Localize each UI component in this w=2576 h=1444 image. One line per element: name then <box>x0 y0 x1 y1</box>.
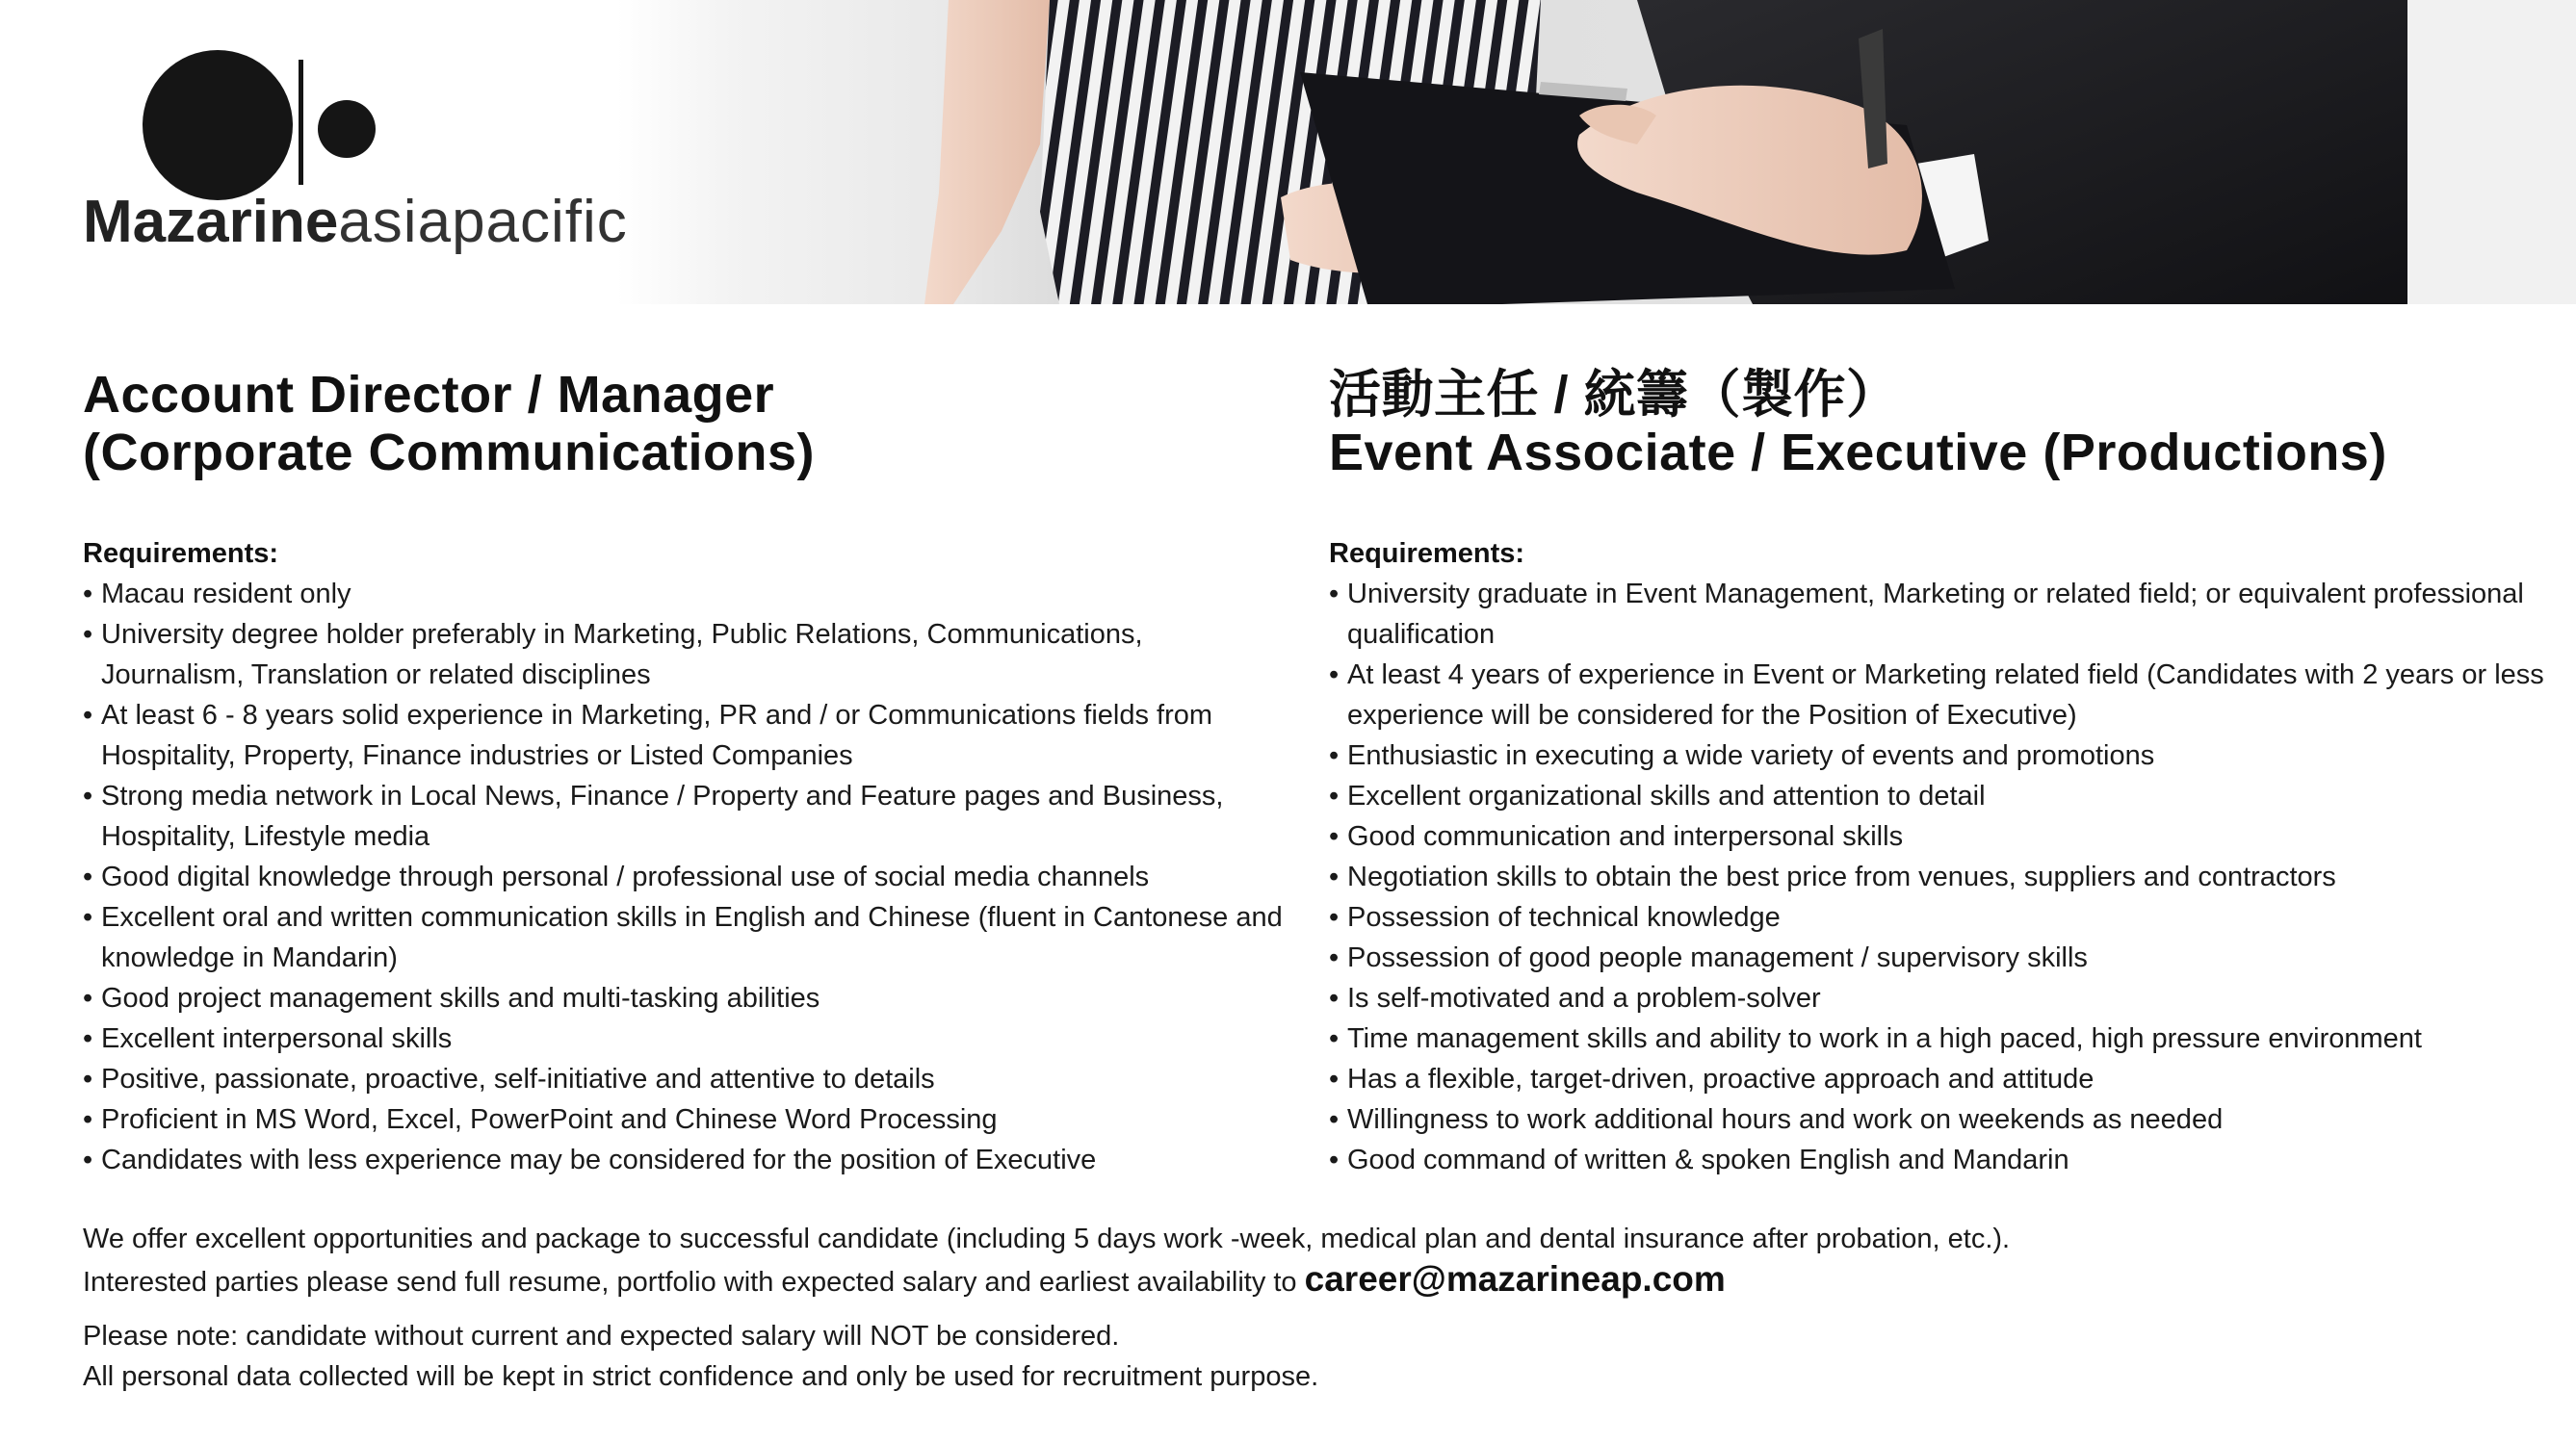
left-job-title-line1: Account Director / Manager <box>83 366 775 424</box>
list-item: • Good project management skills and multi-tasking abilities <box>83 978 1287 1019</box>
left-requirements-list <box>83 574 1287 1180</box>
right-job-posting <box>1329 366 2562 1180</box>
header-banner <box>0 0 2576 304</box>
list-item: • At least 4 years of experience in Event or Marketing related field (Candidates with 2 years or less experience will be considered for the Position of Executive) <box>1329 655 2562 735</box>
footer-info <box>83 1219 2548 1397</box>
list-item: • Good digital knowledge through personal / professional use of social media channels <box>83 857 1287 897</box>
left-requirements-label: Requirements: <box>83 538 279 569</box>
list-item: • Excellent organizational skills and attention to detail <box>1329 776 2562 816</box>
list-item: • Proficient in MS Word, Excel, PowerPoint and Chinese Word Processing <box>83 1099 1287 1140</box>
right-requirements-list <box>1329 574 2562 1180</box>
privacy-note: All personal data collected will be kept in strict confidence and only be used for recruitment purpose. <box>83 1361 1319 1392</box>
logo-mark-icon <box>67 48 453 202</box>
offer-text: We offer excellent opportunities and package to successful candidate (including 5 days work -week, medical plan and dental insurance after probation, etc.). <box>83 1224 2011 1254</box>
spacer <box>83 1302 2548 1316</box>
list-item: • University degree holder preferably in Marketing, Public Relations, Communications, Journalism, Translation or related disciplines <box>83 614 1287 695</box>
list-item: • Is self-motivated and a problem-solver <box>1329 978 2562 1019</box>
right-job-title-line1: 活動主任 / 統籌（製作） <box>1329 366 1899 424</box>
list-item: • Excellent interpersonal skills <box>83 1019 1287 1059</box>
list-item: • Good command of written & spoken English and Mandarin <box>1329 1140 2562 1180</box>
apply-text: Interested parties please send full resume, portfolio with expected salary and earliest availability to <box>83 1267 1297 1298</box>
right-job-title <box>1329 366 2562 481</box>
list-item: • Time management skills and ability to work in a high paced, high pressure environment <box>1329 1019 2562 1059</box>
left-job-posting <box>83 366 1287 1180</box>
logo-wordmark-light: asiapacific <box>338 189 628 255</box>
left-job-title <box>83 366 1287 481</box>
list-item: • Enthusiastic in executing a wide variety of events and promotions <box>1329 735 2562 776</box>
salary-note: Please note: candidate without current and expected salary will NOT be considered. <box>83 1321 1120 1352</box>
list-item: • Has a flexible, target-driven, proactive approach and attitude <box>1329 1059 2562 1099</box>
list-item: • Candidates with less experience may be considered for the position of Executive <box>83 1140 1287 1180</box>
left-job-title-line2: (Corporate Communications) <box>83 424 816 481</box>
right-job-title-line2: Event Associate / Executive (Productions) <box>1329 424 2387 481</box>
list-item: • At least 6 - 8 years solid experience in Marketing, PR and / or Communications fields from Hospitality, Property, Finance industries or Listed Companies <box>83 695 1287 776</box>
list-item: • Positive, passionate, proactive, self-initiative and attentive to details <box>83 1059 1287 1099</box>
list-item: • Excellent oral and written communication skills in English and Chinese (fluent in Cantonese and knowledge in Mandarin) <box>83 897 1287 978</box>
company-logo <box>67 48 645 270</box>
list-item: • Strong media network in Local News, Finance / Property and Feature pages and Business, Hospitality, Lifestyle media <box>83 776 1287 857</box>
apply-line <box>83 1259 2548 1302</box>
logo-wordmark <box>83 189 628 255</box>
list-item: • Possession of good people management / supervisory skills <box>1329 938 2562 978</box>
list-item: • Negotiation skills to obtain the best price from venues, suppliers and contractors <box>1329 857 2562 897</box>
email-link[interactable]: career@mazarineap.com <box>1304 1259 1726 1299</box>
list-item: • Willingness to work additional hours and work on weekends as needed <box>1329 1099 2562 1140</box>
logo-wordmark-strong: Mazarine <box>83 189 339 255</box>
list-item: • University graduate in Event Management, Marketing or related field; or equivalent professional qualification <box>1329 574 2562 655</box>
list-item: • Good communication and interpersonal skills <box>1329 816 2562 857</box>
list-item: • Possession of technical knowledge <box>1329 897 2562 938</box>
right-requirements-label: Requirements: <box>1329 538 1525 569</box>
list-item: • Macau resident only <box>83 574 1287 614</box>
